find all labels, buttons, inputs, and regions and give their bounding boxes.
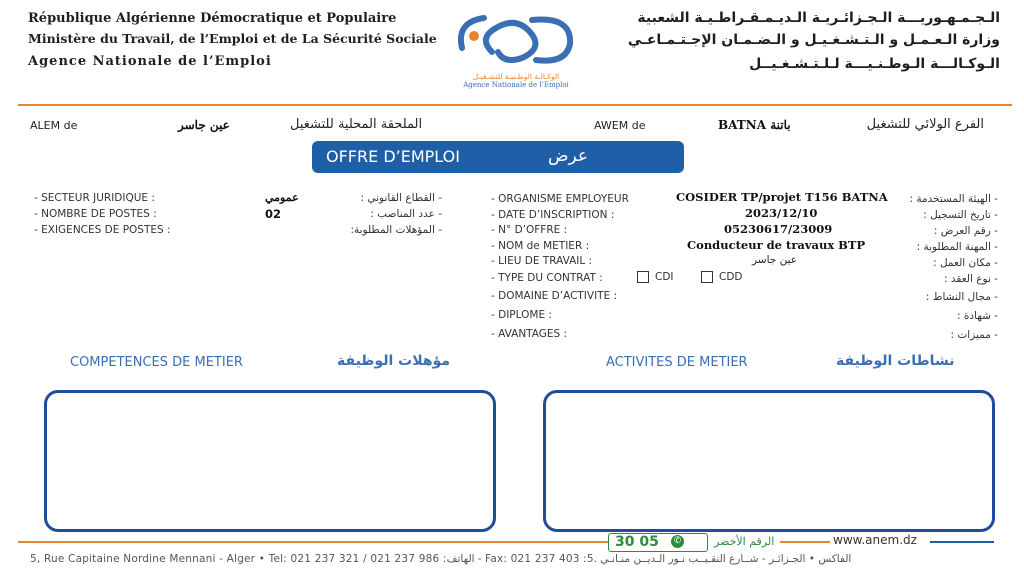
awem-label: AWEM de <box>594 119 646 132</box>
left-field-1-fr: - NOMBRE DE POSTES : <box>34 208 157 220</box>
footer-address: 5, Rue Capitaine Nordine Mennani - Alger • Tel: 021 237 321 / 021 237 986 :الهاتف - Fax: 021 237 403 :الفاكس • الجـزائـر - شــارع النقـيــب نـور الـديــن منـانـي .5 <box>30 553 852 565</box>
banner-title-ar: عرض <box>548 146 589 166</box>
awem-value: BATNA باتنة <box>718 118 791 132</box>
left-field-0-fr: - SECTEUR JURIDIQUE : <box>34 192 155 204</box>
competences-title-fr: COMPETENCES DE METIER <box>70 355 243 370</box>
cdd-label: CDD <box>719 271 743 283</box>
right-field-1-fr: - DATE D’INSCRIPTION : <box>491 209 615 221</box>
right-field-6-ar: - مجال النشاط : <box>925 291 998 303</box>
right-field-3-ar: - المهنة المطلوبة : <box>916 241 998 253</box>
right-field-4-fr: - LIEU DE TRAVAIL : <box>491 255 593 267</box>
footer-divider-right <box>930 541 994 543</box>
right-field-2-value: 05230617/23009 <box>724 222 833 236</box>
right-field-0-fr: - ORGANISME EMPLOYEUR <box>491 193 629 205</box>
awem-ar-label: الفرع الولائي للتشغيل <box>866 117 984 132</box>
right-field-2-fr: - N° D’OFFRE : <box>491 224 568 236</box>
cdd-checkbox[interactable] <box>701 271 713 283</box>
header-fr-line2: Ministère du Travail, de l’Emploi et de La Sécurité Sociale <box>28 31 437 46</box>
right-field-6-fr: - DOMAINE D’ACTIVITE : <box>491 290 618 302</box>
header-ar-line1: الـجـمـهـوريـــة الـجـزائـريـة الـديـمـقـراطـيـة الشعبية <box>637 10 1000 26</box>
left-field-0-ar: - القطاع القانوني : <box>360 192 442 204</box>
contract-cdi[interactable] <box>637 271 674 283</box>
left-field-1-ar: - عدد المناصب : <box>370 208 442 220</box>
alem-value: عين جاسر <box>178 118 230 132</box>
header-ar-line2: وزارة الـعـمـل و الـتـشـغـيـل و الـضـمـان الإجـتـمـاعـي <box>627 32 1000 48</box>
banner-title-fr: OFFRE D’EMPLOI <box>326 147 460 166</box>
right-field-3-fr: - NOM de METIER : <box>491 240 590 252</box>
website-link[interactable]: www.anem.dz <box>833 533 917 547</box>
footer-divider-left <box>18 541 608 543</box>
right-field-8-ar: - مميزات : <box>950 329 998 341</box>
cdi-checkbox[interactable] <box>637 271 649 283</box>
green-number: 30 05 <box>615 534 659 550</box>
activites-title-ar: نشاطات الوظيفة <box>836 353 955 369</box>
logo-mark-icon <box>452 8 580 68</box>
competences-box[interactable] <box>44 390 496 532</box>
right-field-4-value: عين جاسر <box>752 254 798 266</box>
alem-ar-label: الملحقة المحلية للتشغيل <box>290 117 423 132</box>
logo-caption-ar: الوكـالـة الوطـنيـة للتشـغيـل <box>472 72 560 81</box>
right-field-7-fr: - DIPLOME : <box>491 309 552 321</box>
header-fr-line1: République Algérienne Démocratique et Populaire <box>28 11 397 26</box>
green-number-label: الرقم الأخضر <box>714 535 775 548</box>
right-field-0-ar: - الهيئة المستخدمة : <box>909 193 998 205</box>
left-field-2-fr: - EXIGENCES DE POSTES : <box>34 224 171 236</box>
header-ar-line3: الـوكـالـــة الـوطـنـيـــة لـلـتـشـغـيــل <box>749 56 1000 72</box>
right-field-3-value: Conducteur de travaux BTP <box>687 238 866 252</box>
anem-logo <box>452 8 580 94</box>
right-field-5-ar: - نوع العقد : <box>944 273 998 285</box>
right-field-1-value: 2023/12/10 <box>745 206 818 220</box>
cdi-label: CDI <box>655 271 674 283</box>
competences-title-ar: مؤهلات الوظيفة <box>337 353 451 369</box>
phone-icon: ✆ <box>671 535 684 548</box>
activites-box[interactable] <box>543 390 995 532</box>
right-field-5-fr: - TYPE DU CONTRAT : <box>491 272 603 284</box>
green-number-badge <box>608 533 708 552</box>
right-field-2-ar: - رقم العرض : <box>933 225 998 237</box>
left-field-1-value: 02 <box>265 207 282 221</box>
offre-banner <box>312 141 684 173</box>
right-field-1-ar: - تاريخ التسجيل : <box>923 209 998 221</box>
footer-divider-mid <box>780 541 830 543</box>
header-divider <box>18 104 1012 106</box>
right-field-0-value: COSIDER TP/projet T156 BATNA <box>676 190 888 204</box>
activites-title-fr: ACTIVITES DE METIER <box>606 355 748 370</box>
right-field-7-ar: - شهادة : <box>956 310 998 322</box>
right-field-8-fr: - AVANTAGES : <box>491 328 568 340</box>
left-field-2-ar: - المؤهلات المطلوبة: <box>350 224 442 236</box>
left-field-0-value: عمومي <box>265 191 299 204</box>
logo-caption-fr: Agence Nationale de l’Emploi <box>463 81 569 89</box>
contract-cdd[interactable] <box>701 271 743 283</box>
right-field-4-ar: - مكان العمل : <box>933 257 998 269</box>
alem-label: ALEM de <box>30 119 78 132</box>
header-fr-line3: Agence Nationale de l’Emploi <box>28 54 272 69</box>
